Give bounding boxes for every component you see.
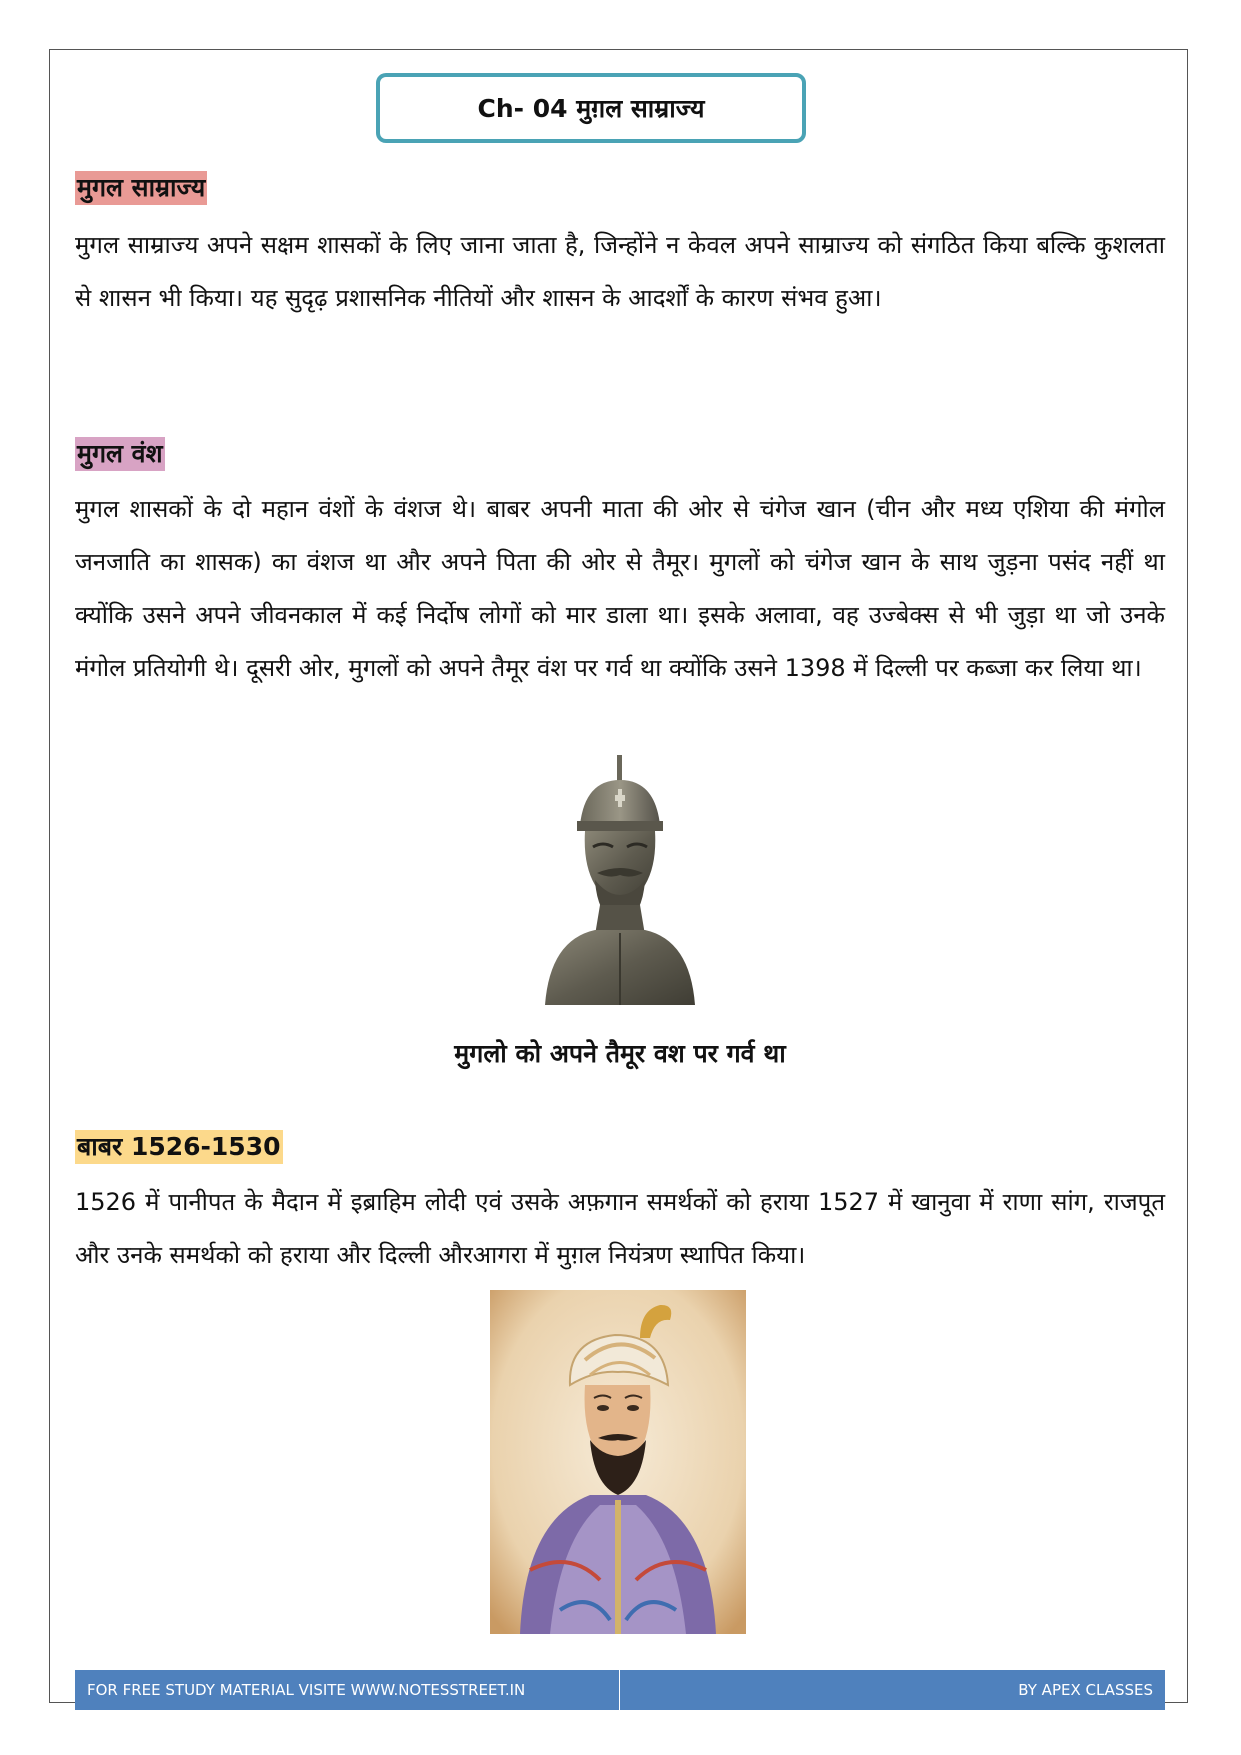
section-heading-babur: बाबर 1526-1530 [75, 1130, 283, 1164]
timur-image-caption: मुगलो को अपने तैमूर वश पर गर्व था [454, 1039, 786, 1068]
section-text-dynasty: मुगल शासकों के दो महान वंशों के वंशज थे। बाबर अपनी माता की ओर से चंगेज खान (चीन और मध्य एशिया की मंगोल जनजाति का शासक) का वंशज था और अपने पिता की ओर से तैमूर। मुगलों को चंगेज खान के साथ जुड़ना पसंद नहीं था क्योंकि उसने अपने जीवनकाल में कई निर्दोष लोगों को मार डाला था। इसके अलावा, वह उज्बेक्स से भी जुड़ा था जो उनके मंगोल प्रतियोगी थे। दूसरी ओर, मुगलों को अपने तैमूर वंश पर गर्व था क्योंकि उसने 1398 में दिल्ली पर कब्जा कर लिया था। [75, 495, 1165, 682]
section-heading-dynasty: मुगल वंश [75, 437, 165, 471]
section-text-empire: मुगल साम्राज्य अपने सक्षम शासकों के लिए जाना जाता है, जिन्होंने न केवल अपने साम्राज्य को संगठित किया बल्कि कुशलता से शासन भी किया। यह सुदृढ़ प्रशासनिक नीतियों और शासन के आदर्शों के कारण संभव हुआ। [75, 231, 1165, 312]
babur-portrait-image [490, 1290, 746, 1634]
chapter-title-box [376, 73, 806, 143]
footer-credit: BY APEX CLASSES [1018, 1681, 1153, 1699]
timur-bust-image [535, 755, 705, 1005]
footer-bar [75, 1670, 1165, 1710]
section-heading-empire: मुगल साम्राज्य [75, 171, 207, 205]
section-text-babur: 1526 में पानीपत के मैदान में इब्राहिम लोदी एवं उसके अफ़गान समर्थकों को हराया 1527 में खानुवा में राणा सांग, राजपूत और उनके समर्थको को हराया और दिल्ली औरआगरा में मुग़ल नियंत्रण स्थापित किया। [75, 1188, 1165, 1269]
footer-website-note: FOR FREE STUDY MATERIAL VISITE WWW.NOTESSTREET.IN [75, 1670, 620, 1710]
chapter-title: Ch- 04 मुग़ल साम्राज्य [477, 94, 705, 123]
